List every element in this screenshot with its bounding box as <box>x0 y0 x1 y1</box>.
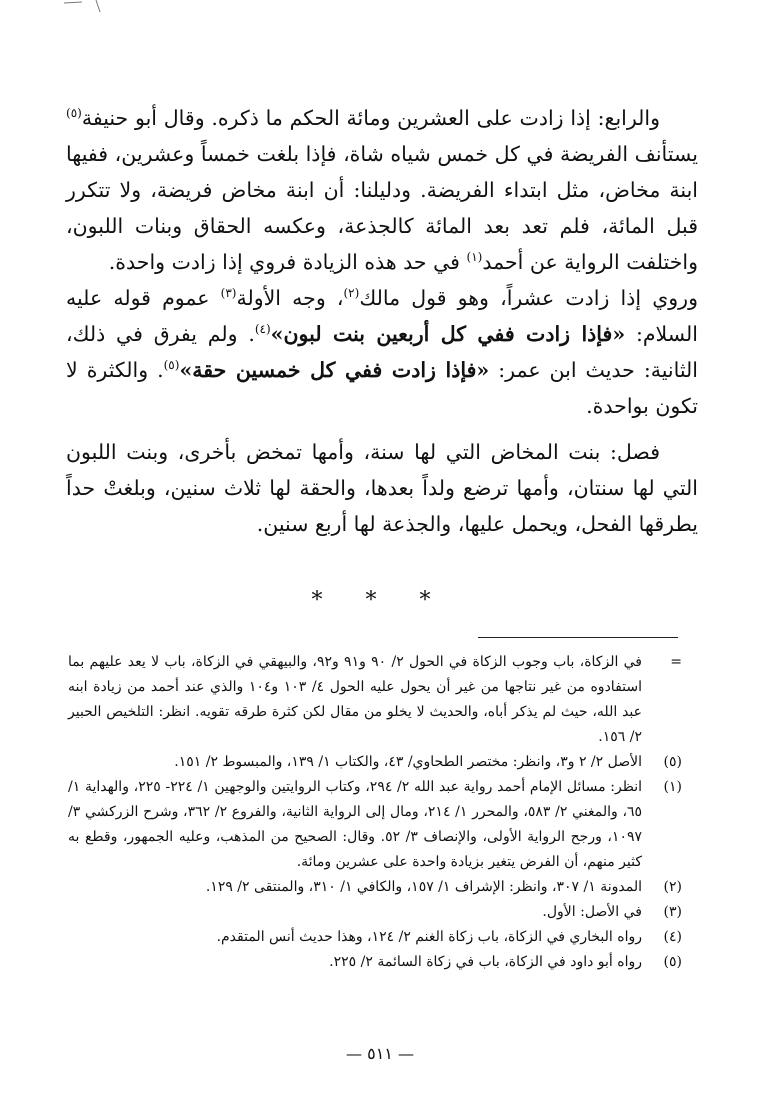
footnote-ref[interactable]: (٢) <box>343 286 360 301</box>
page-number: — ٥١١ — <box>346 1044 414 1063</box>
footnote-ref[interactable]: (٥) <box>163 358 180 373</box>
hadith-quote-1: «فإذا زادت ففي كل أربعين بنت لبون» <box>270 322 626 346</box>
footnote-text: في الزكاة، باب وجوب الزكاة في الحول ٢/ ٩٠ و٩١ و٩٢، والبيهقي في الزكاة، باب لا يعد عليهم بما استفادوه من غير نتاجها من غير أن يحول عليه الحول ٤/ ١٠٣ و١٠٤ والذي عند أحمد من زيادة ابنه عبد الله، حيث لم يذكر أباه، والحديث لا يخلو من مقال لكن كثرة طرقه تقويه. انظر: التلخيص الحبير ٢/ ١٥٦. <box>68 654 642 745</box>
paragraph-2-part-a: وروي إذا زادت عشراً، وهو قول مالك <box>359 286 698 310</box>
footnote-number: (٥) <box>663 954 682 970</box>
scan-mark-icon <box>60 0 110 14</box>
footnote-item <box>68 775 688 875</box>
footnote-number: (٥) <box>663 754 682 770</box>
section-divider-stars: * * * <box>311 588 449 613</box>
footnote-ref[interactable]: (٤) <box>254 322 271 337</box>
hadith-quote-2: «فإذا زادت ففي كل خمسين حقة» <box>179 358 490 382</box>
footnote-text: رواه البخاري في الزكاة، باب زكاة الغنم ٢/ ١٢٤، وهذا حديث أنس المتقدم. <box>216 929 642 945</box>
footnote-number: (٣) <box>663 904 682 920</box>
footnote-separator <box>478 637 678 638</box>
paragraph-2-part-e: . والكثرة لا تكون بواحدة. <box>66 358 698 418</box>
paragraph-2 <box>66 280 698 424</box>
footnote-continuation <box>68 650 688 750</box>
footnote-number: (٤) <box>663 929 682 945</box>
footnote-text: انظر: مسائل الإمام أحمد رواية عبد الله ٢/ ٢٩٤، وكتاب الروايتين والوجهين ١/ ٢٢٤- ٢٢٥، والهداية ١/ ٦٥، والمغني ٢/ ٥٨٣، والمحرر ١/ ٢١٤، ومال إلى الرواية الثانية، والفروع ٢/ ٣٦٢، وشرح الزركشي ٣/ ١٠٩٧، ورجح الرواية الأولى، والإنصاف ٣/ ٥٢. وقال: الصحيح من المذهب، وعليه الجمهور، وقطع به كثير منهم، أن الفرض يتغير بزيادة واحدة على عشرين ومائة. <box>68 779 643 870</box>
paragraph-2-part-d: . ولم يفرق في ذلك، الثانية: حديث ابن عمر: <box>66 322 698 382</box>
main-text <box>66 100 698 542</box>
footnote-item <box>68 950 688 975</box>
paragraph-3: فصل: بنت المخاض التي لها سنة، وأمها تمخض بأخرى، وبنت اللبون التي لها سنتان، وأمها ترضع ولداً بعدها، والحقة لها ثلاث سنين، وبلغتْ حداً يطرقها الفحل، ويحمل عليها، والجذعة لها أربع سنين. <box>66 440 698 536</box>
footnote-text: المدونة ١/ ٣٠٧، وانظر: الإشراف ١/ ١٥٧، والكافي ١/ ٣١٠، والمنتقى ٢/ ١٢٩. <box>205 879 642 895</box>
footnote-number: = <box>670 654 682 670</box>
paragraph-2-part-b: ، وجه الأولة <box>236 286 344 310</box>
footnote-number: (٢) <box>663 879 682 895</box>
footnote-text: في الأصل: الأول. <box>542 904 642 920</box>
footnotes <box>68 650 688 975</box>
paragraph-1-part-1: والرابع: إذا زادت على العشرين ومائة الحكم ما ذكره. وقال أبو حنيفة <box>81 106 660 130</box>
footnote-ref[interactable]: (٣) <box>220 286 237 301</box>
footnote-item <box>68 875 688 900</box>
footnote-number: (١) <box>663 779 682 795</box>
footnote-ref[interactable]: (١) <box>466 250 483 265</box>
paragraph-1-part-2: يستأنف الفريضة في كل خمس شياه شاة، فإذا بلغت خمساً وعشرين، ففيها ابنة مخاض، مثل ابتداء الفريضة. ودليلنا: أن ابنة مخاض فريضة، ولا تتكرر قبل المائة، فلم تعد بعد المائة كالجذعة، وعكسه الحقاق وبنات اللبون، واختلفت الرواية عن أحمد <box>66 142 698 274</box>
footnote-item <box>68 750 688 775</box>
footnote-text: رواه أبو داود في الزكاة، باب في زكاة السائمة ٢/ ٢٢٥. <box>329 954 642 970</box>
paragraph-1-part-3: في حد هذه الزيادة فروي إذا زادت واحدة. <box>108 250 460 274</box>
paragraph-2-part-c: عموم قوله عليه السلام: <box>66 286 699 346</box>
footnote-text: الأصل ٢/ ٢ و٣، وانظر: مختصر الطحاوي/ ٤٣، والكتاب ١/ ١٣٩، والمبسوط ٢/ ١٥١. <box>174 754 642 770</box>
footnote-item <box>68 925 688 950</box>
footnote-ref[interactable]: (٥) <box>66 106 82 121</box>
paragraph-1 <box>66 100 698 280</box>
footnote-item <box>68 900 688 925</box>
